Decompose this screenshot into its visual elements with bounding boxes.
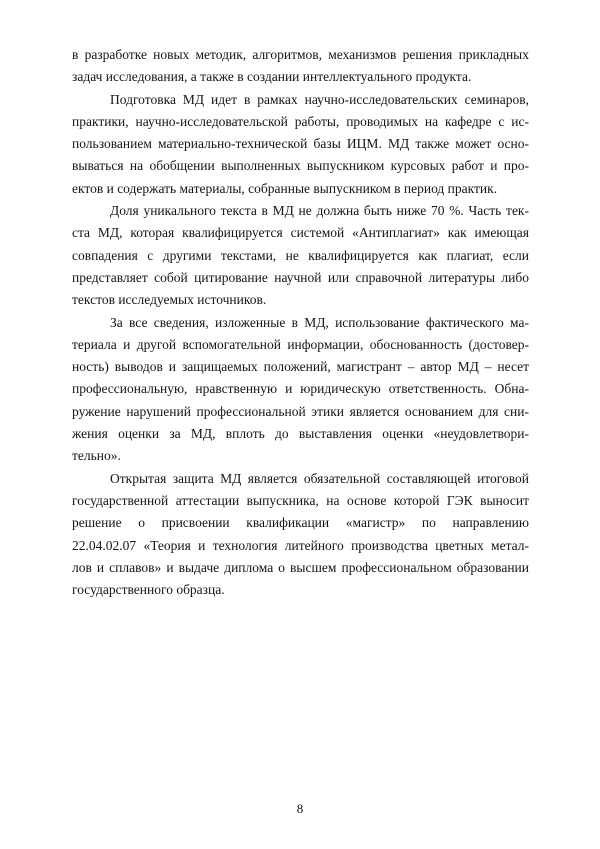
- text-line: 22.04.02.07 «Теория и технология литейного производства цветных метал-: [72, 537, 529, 553]
- text-line: решение о присвоении квалификации «магистр» по направлению: [72, 515, 529, 531]
- paragraph-5: [72, 468, 529, 602]
- paragraph-2: [72, 89, 529, 200]
- text-line: ность) выводов и защищаемых положений, магистрант – автор МД – несет: [72, 359, 529, 375]
- text-line: жения оценки за МД, вплоть до выставления оценки «неудовлетвори-: [72, 426, 529, 442]
- text-line: государственного образца.: [72, 582, 225, 598]
- text-line: териала и другой вспомогательной информации, обоснованность (достовер-: [72, 336, 529, 352]
- text-line: ста МД, которая квалифицируется системой «Антиплагиат» как имеющая: [72, 225, 529, 241]
- page-number: 8: [296, 801, 304, 816]
- text-line: государственной аттестации выпускника, на основе которой ГЭК выносит: [72, 492, 529, 508]
- text-line: совпадения с другими текстами, не квалифицируется как плагиат, если: [72, 247, 529, 263]
- text-line: пользованием материально-технической базы ИЦМ. МД также может осно-: [72, 136, 529, 152]
- text-line: Доля уникального текста в МД не должна быть ниже 70 %. Часть тек-: [110, 203, 529, 219]
- text-line: ектов и содержать материалы, собранные выпускником в период практик.: [72, 180, 498, 196]
- paragraph-3: [72, 200, 529, 311]
- text-line: вываться на обобщении выполненных выпускником курсовых работ и про-: [72, 158, 529, 174]
- text-line: представляет собой цитирование научной или справочной литературы либо: [72, 269, 529, 285]
- text-line: в разработке новых методик, алгоритмов, механизмов решения прикладных: [72, 47, 529, 62]
- paragraph-1: [72, 44, 529, 89]
- text-line: Подготовка МД идет в рамках научно-исследовательских семинаров,: [110, 91, 529, 107]
- text-line: Открытая защита МД является обязательной составляющей итоговой: [110, 470, 529, 486]
- body-text: [72, 44, 529, 601]
- text-line: практики, научно-исследовательской работы, проводимых на кафедре с ис-: [72, 113, 529, 129]
- text-line: За все сведения, изложенные в МД, использование фактического ма-: [110, 314, 529, 330]
- paragraph-4: [72, 312, 529, 468]
- text-line: задач исследования, а также в создании интеллектуального продукта.: [72, 69, 472, 85]
- text-line: тельно».: [72, 448, 121, 464]
- text-line: текстов исследуемых источников.: [72, 292, 267, 308]
- text-line: ружение нарушений профессиональной этики является основанием для сни-: [72, 403, 529, 419]
- text-line: лов и сплавов» и выдаче диплома о высшем профессиональном образовании: [72, 559, 529, 575]
- text-line: профессиональную, нравственную и юридическую ответственность. Обна-: [72, 381, 529, 397]
